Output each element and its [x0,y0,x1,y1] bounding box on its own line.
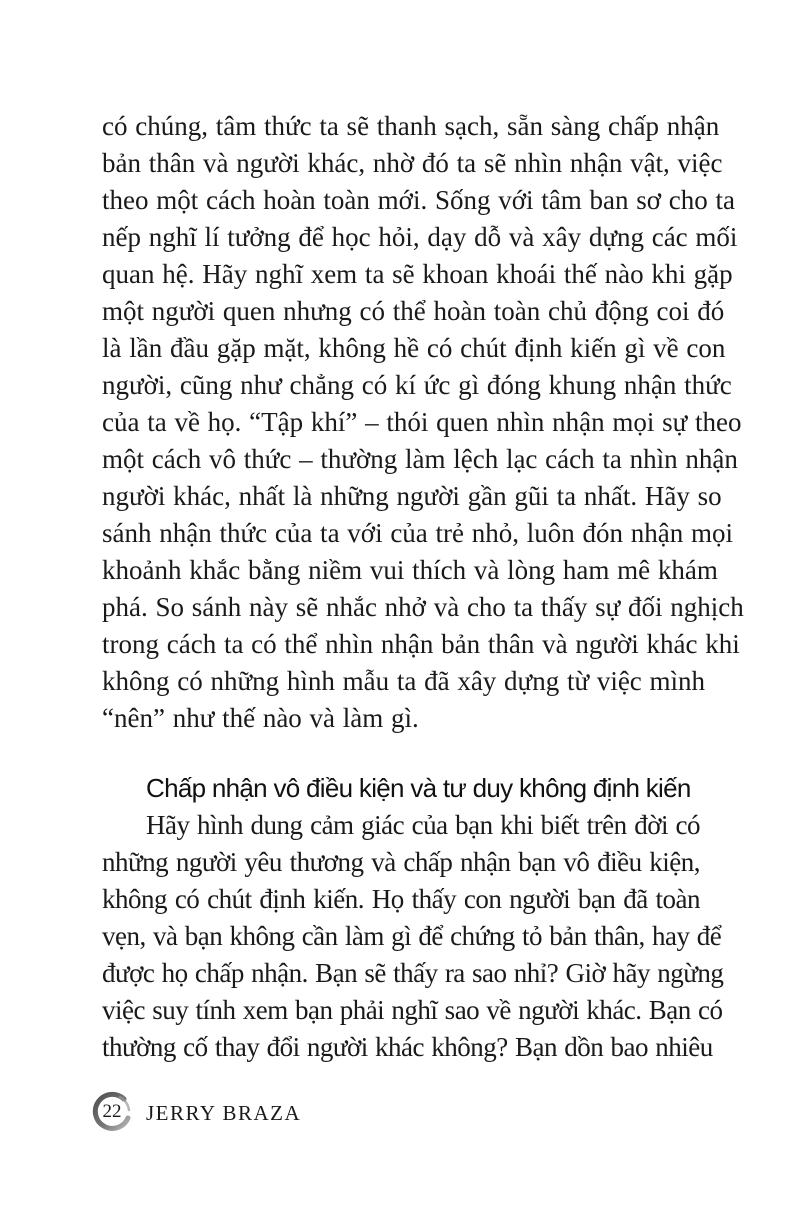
section-heading: Chấp nhận vô điều kiện và tư duy không định kiến [146,773,691,803]
text-line: nếp nghĩ lí tưởng để học hỏi, dạy dỗ và xây dựng các mối [102,222,738,252]
text-line: được họ chấp nhận. Bạn sẽ thấy ra sao nhỉ? Giờ hãy ngừng [102,958,724,988]
text-line: của ta về họ. “Tập khí” – thói quen nhìn nhận mọi sự theo [102,407,742,437]
text-line: Hãy hình dung cảm giác của bạn khi biết trên đời có [146,810,700,840]
text-line: người khác, nhất là những người gần gũi ta nhất. Hãy so [102,481,722,511]
text-line: việc suy tính xem bạn phải nghĩ sao về người khác. Bạn có [102,995,723,1025]
paragraph-2 [102,807,724,1066]
text-line: theo một cách hoàn toàn mới. Sống với tâm ban sơ cho ta [102,185,735,215]
text-line: phá. So sánh này sẽ nhắc nhở và cho ta thấy sự đối nghịch [102,592,744,622]
text-line: không có chút định kiến. Họ thấy con người bạn đã toàn [102,884,700,914]
text-line: bản thân và người khác, nhờ đó ta sẽ nhìn nhận vật, việc [102,148,723,178]
text-line: một người quen nhưng có thể hoàn toàn chủ động coi đó [102,296,725,326]
text-line: có chúng, tâm thức ta sẽ thanh sạch, sẵn sàng chấp nhận [102,111,720,141]
page-number: 22 [102,1101,122,1122]
text-line: trong cách ta có thể nhìn nhận bản thân và người khác khi [102,629,740,659]
text-line: vẹn, và bạn không cần làm gì để chứng tỏ bản thân, hay để [102,921,722,951]
text-line: sánh nhận thức của ta với của trẻ nhỏ, luôn đón nhận mọi [102,518,734,548]
text-line: khoảnh khắc bằng niềm vui thích và lòng ham mê khám [102,555,718,585]
author-name: JERRY BRAZA [146,1100,302,1125]
text-line: là lần đầu gặp mặt, không hề có chút định kiến gì về con [102,333,726,363]
text-line: quan hệ. Hãy nghĩ xem ta sẽ khoan khoái thế nào khi gặp [102,259,733,289]
text-line: một cách vô thức – thường làm lệch lạc cách ta nhìn nhận [102,444,738,474]
paragraph-1 [102,108,744,737]
text-line: thường cố thay đổi người khác không? Bạn dồn bao nhiêu [102,1032,713,1062]
text-line: những người yêu thương và chấp nhận bạn vô điều kiện, [102,847,700,877]
text-line: “nên” như thế nào và làm gì. [102,703,419,733]
book-page [102,108,744,1066]
enso-circle-icon [90,1090,134,1134]
page-footer [90,1090,301,1134]
text-line: người, cũng như chẳng có kí ức gì đóng khung nhận thức [102,370,732,400]
text-line: không có những hình mẫu ta đã xây dựng từ việc mình [102,666,706,696]
